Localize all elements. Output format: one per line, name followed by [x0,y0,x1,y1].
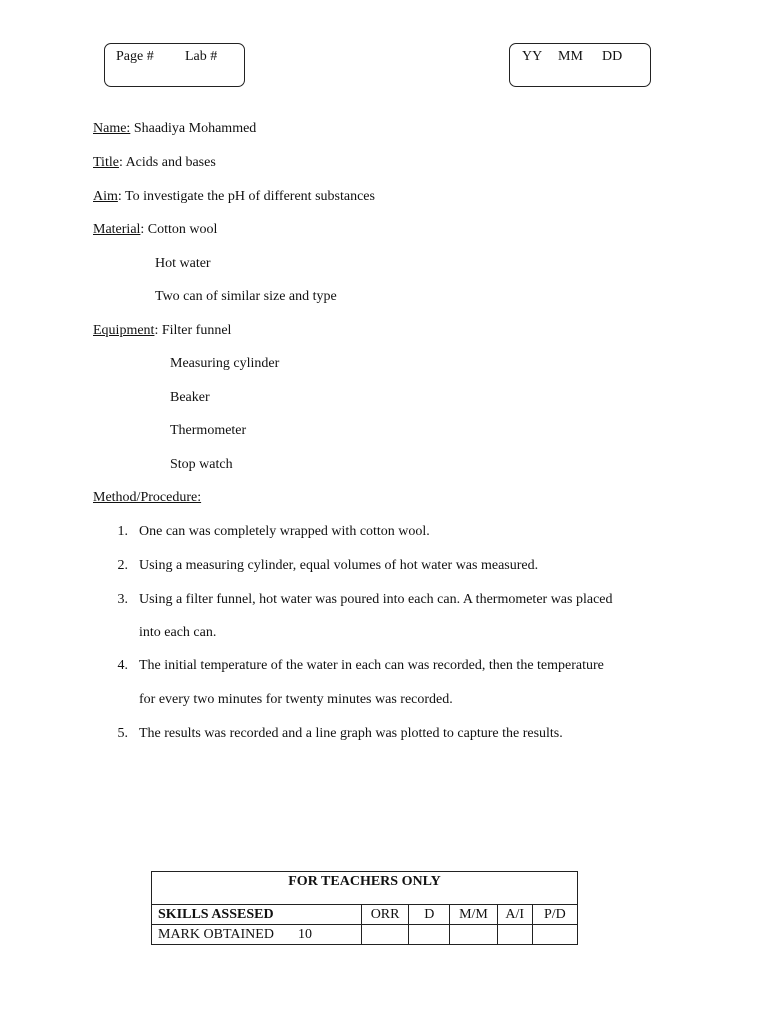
equipment-label: Equipment [93,323,155,338]
material-item: Two can of similar size and type [155,289,337,304]
column-header: M/M [450,905,497,925]
step-text: into each can. [139,625,217,640]
mark-cell [450,925,497,945]
step-number: 1. [117,524,128,539]
name-value: Shaadiya Mohammed [130,121,257,136]
skills-assessed-label: SKILLS ASSESED [152,905,362,925]
lab-number-label: Lab # [185,49,218,64]
teachers-table-title: FOR TEACHERS ONLY [152,872,578,905]
title-label: Title [93,155,119,170]
step-number: 5. [117,726,128,741]
page-lab-box [104,43,245,87]
date-yy-label: YY [522,49,543,64]
mark-obtained-cell [152,925,362,945]
material-line [93,222,217,238]
column-header: ORR [361,905,408,925]
title-line [93,155,216,171]
column-header: P/D [532,905,577,925]
date-box [509,43,651,87]
aim-value: : To investigate the pH of different substances [117,189,375,204]
aim-label: Aim [93,189,118,204]
equipment-item: Stop watch [170,457,233,472]
mark-cell [497,925,532,945]
equipment-line [93,323,231,339]
date-mm-label: MM [558,49,583,64]
name-label: Name: [93,121,131,136]
aim-line [93,189,375,205]
step-text: Using a filter funnel, hot water was poured into each can. A thermometer was placed [139,592,613,607]
step-text: for every two minutes for twenty minutes was recorded. [139,692,453,707]
equipment-item: Thermometer [170,423,247,438]
step-number: 2. [117,558,128,573]
step-number: 3. [117,592,128,607]
step-text: The results was recorded and a line graph was plotted to capture the results. [139,726,563,741]
mark-cell [532,925,577,945]
method-label: Method/Procedure: [93,490,202,505]
mark-value: 10 [297,926,312,942]
mark-cell [361,925,408,945]
title-value: : Acids and bases [118,155,216,170]
teachers-table [151,871,578,945]
name-line [93,121,256,137]
page-number-label: Page # [116,49,154,64]
step-text: One can was completely wrapped with cotton wool. [139,524,430,539]
date-dd-label: DD [602,49,623,64]
equipment-item: : Filter funnel [154,323,232,338]
step-text: Using a measuring cylinder, equal volumes of hot water was measured. [139,558,539,573]
mark-obtained-label: MARK OBTAINED [158,926,274,942]
column-header: D [409,905,450,925]
equipment-item: Beaker [170,390,210,405]
step-text: The initial temperature of the water in each can was recorded, then the temperature [139,658,604,673]
column-header: A/I [497,905,532,925]
material-item: : Cotton wool [140,222,218,237]
material-label: Material [93,222,141,237]
step-number: 4. [117,658,128,673]
material-item: Hot water [155,256,211,271]
equipment-item: Measuring cylinder [170,356,280,371]
mark-cell [409,925,450,945]
